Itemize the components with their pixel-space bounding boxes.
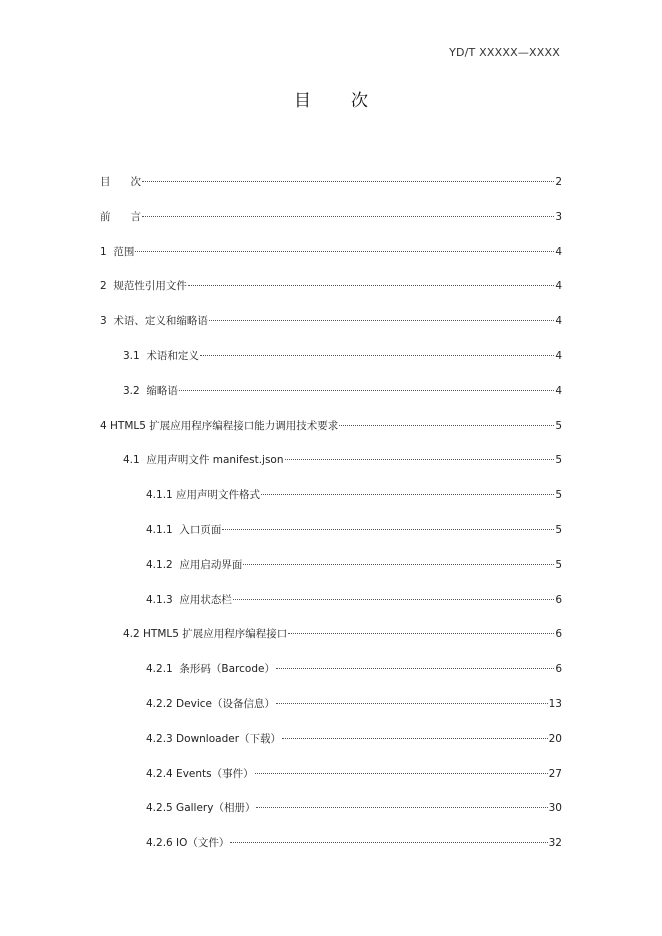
page-title: 目次 [294,91,408,111]
toc-entry[interactable] [146,800,562,816]
toc-page-number: 4 [555,350,562,362]
toc-dot-leader [135,251,554,252]
toc-entry[interactable] [123,348,562,364]
toc-entry-label: 3 术语、定义和缩略语 [100,315,208,327]
toc-page-number: 20 [548,733,562,745]
toc-dot-leader [200,355,554,356]
toc-entry[interactable] [100,278,562,294]
toc-dot-leader [261,494,554,495]
toc-entry-label: 3.2 缩略语 [123,385,178,397]
toc-entry-label: 4.2.3 Downloader（下载） [146,733,282,745]
toc-entry-label: 4.2.6 IO（文件） [146,837,230,849]
toc-entry[interactable] [146,557,562,573]
toc-dot-leader [256,807,547,808]
toc-entry[interactable] [146,696,562,712]
toc-entry[interactable] [146,766,562,782]
toc-dot-leader [243,564,554,565]
toc-dot-leader [276,703,548,704]
toc-entry[interactable] [123,626,562,642]
toc-dot-leader [233,599,554,600]
toc-page-number: 6 [555,663,562,675]
toc-entry[interactable] [123,452,562,468]
toc-dot-leader [179,390,554,391]
toc-dot-leader [188,285,554,286]
toc-entry-label: 3.1 术语和定义 [123,350,199,362]
toc-entry-label: 4.2.1 条形码（Barcode） [146,663,275,675]
toc-entry-label: 4.2 HTML5 扩展应用程序编程接口 [123,628,288,640]
toc-dot-leader [276,668,554,669]
toc-page-number: 27 [548,768,562,780]
toc-page-number: 6 [555,628,562,640]
toc-entry[interactable] [146,522,562,538]
toc-entry-label: 4.1.3 应用状态栏 [146,594,232,606]
toc-page-number: 5 [555,524,562,536]
toc-entry-label: 2 规范性引用文件 [100,280,187,292]
toc-page-number: 32 [548,837,562,849]
toc-entry[interactable] [100,244,562,260]
toc-entry-label: 4.2.4 Events（事件） [146,768,254,780]
toc-entry-label: 4.2.2 Device（设备信息） [146,698,275,710]
toc-entry-label: 4.1.2 应用启动界面 [146,559,243,571]
toc-dot-leader [282,738,548,739]
toc-dot-leader [285,459,555,460]
toc-page-number: 3 [555,211,562,223]
toc-entry[interactable] [100,418,562,434]
toc-dot-leader [142,181,554,182]
toc-entry-label: 4.1.1 应用声明文件格式 [146,489,261,501]
toc-dot-leader [339,425,554,426]
toc-entry[interactable] [146,835,562,851]
toc-entry-label: 4.1 应用声明文件 manifest.json [123,454,284,466]
toc-dot-leader [222,529,554,530]
toc-entry[interactable] [100,209,562,225]
toc-page-number: 2 [555,176,562,188]
toc-page-number: 4 [555,385,562,397]
toc-page-number: 5 [555,559,562,571]
toc-dot-leader [230,842,547,843]
toc-entry-label: 4 HTML5 扩展应用程序编程接口能力调用技术要求 [100,420,339,432]
toc-entry[interactable] [146,592,562,608]
toc-entry[interactable] [146,487,562,503]
toc-page-number: 30 [548,802,562,814]
toc-page-number: 4 [555,315,562,327]
toc-entry[interactable] [100,174,562,190]
toc-page-number: 5 [555,489,562,501]
toc-page-number: 4 [555,246,562,258]
toc-entry[interactable] [123,383,562,399]
toc-entry[interactable] [100,313,562,329]
toc-page-number: 13 [548,698,562,710]
toc-page-number: 5 [555,420,562,432]
document-code-header: YD/T XXXXX—XXXX [449,46,560,59]
toc-page-number: 6 [555,594,562,606]
toc-entry-label: 目 次 [100,176,142,188]
toc-entry[interactable] [146,731,562,747]
toc-entry-label: 前 言 [100,211,142,223]
toc-page-number: 5 [555,454,562,466]
toc-dot-leader [255,773,548,774]
toc-dot-leader [142,216,554,217]
toc-entry[interactable] [146,661,562,677]
toc-entry-label: 1 范围 [100,246,135,258]
toc-entry-label: 4.1.1 入口页面 [146,524,222,536]
toc-dot-leader [209,320,554,321]
toc-entry-label: 4.2.5 Gallery（相册） [146,802,256,814]
toc-dot-leader [288,633,554,634]
toc-page-number: 4 [555,280,562,292]
